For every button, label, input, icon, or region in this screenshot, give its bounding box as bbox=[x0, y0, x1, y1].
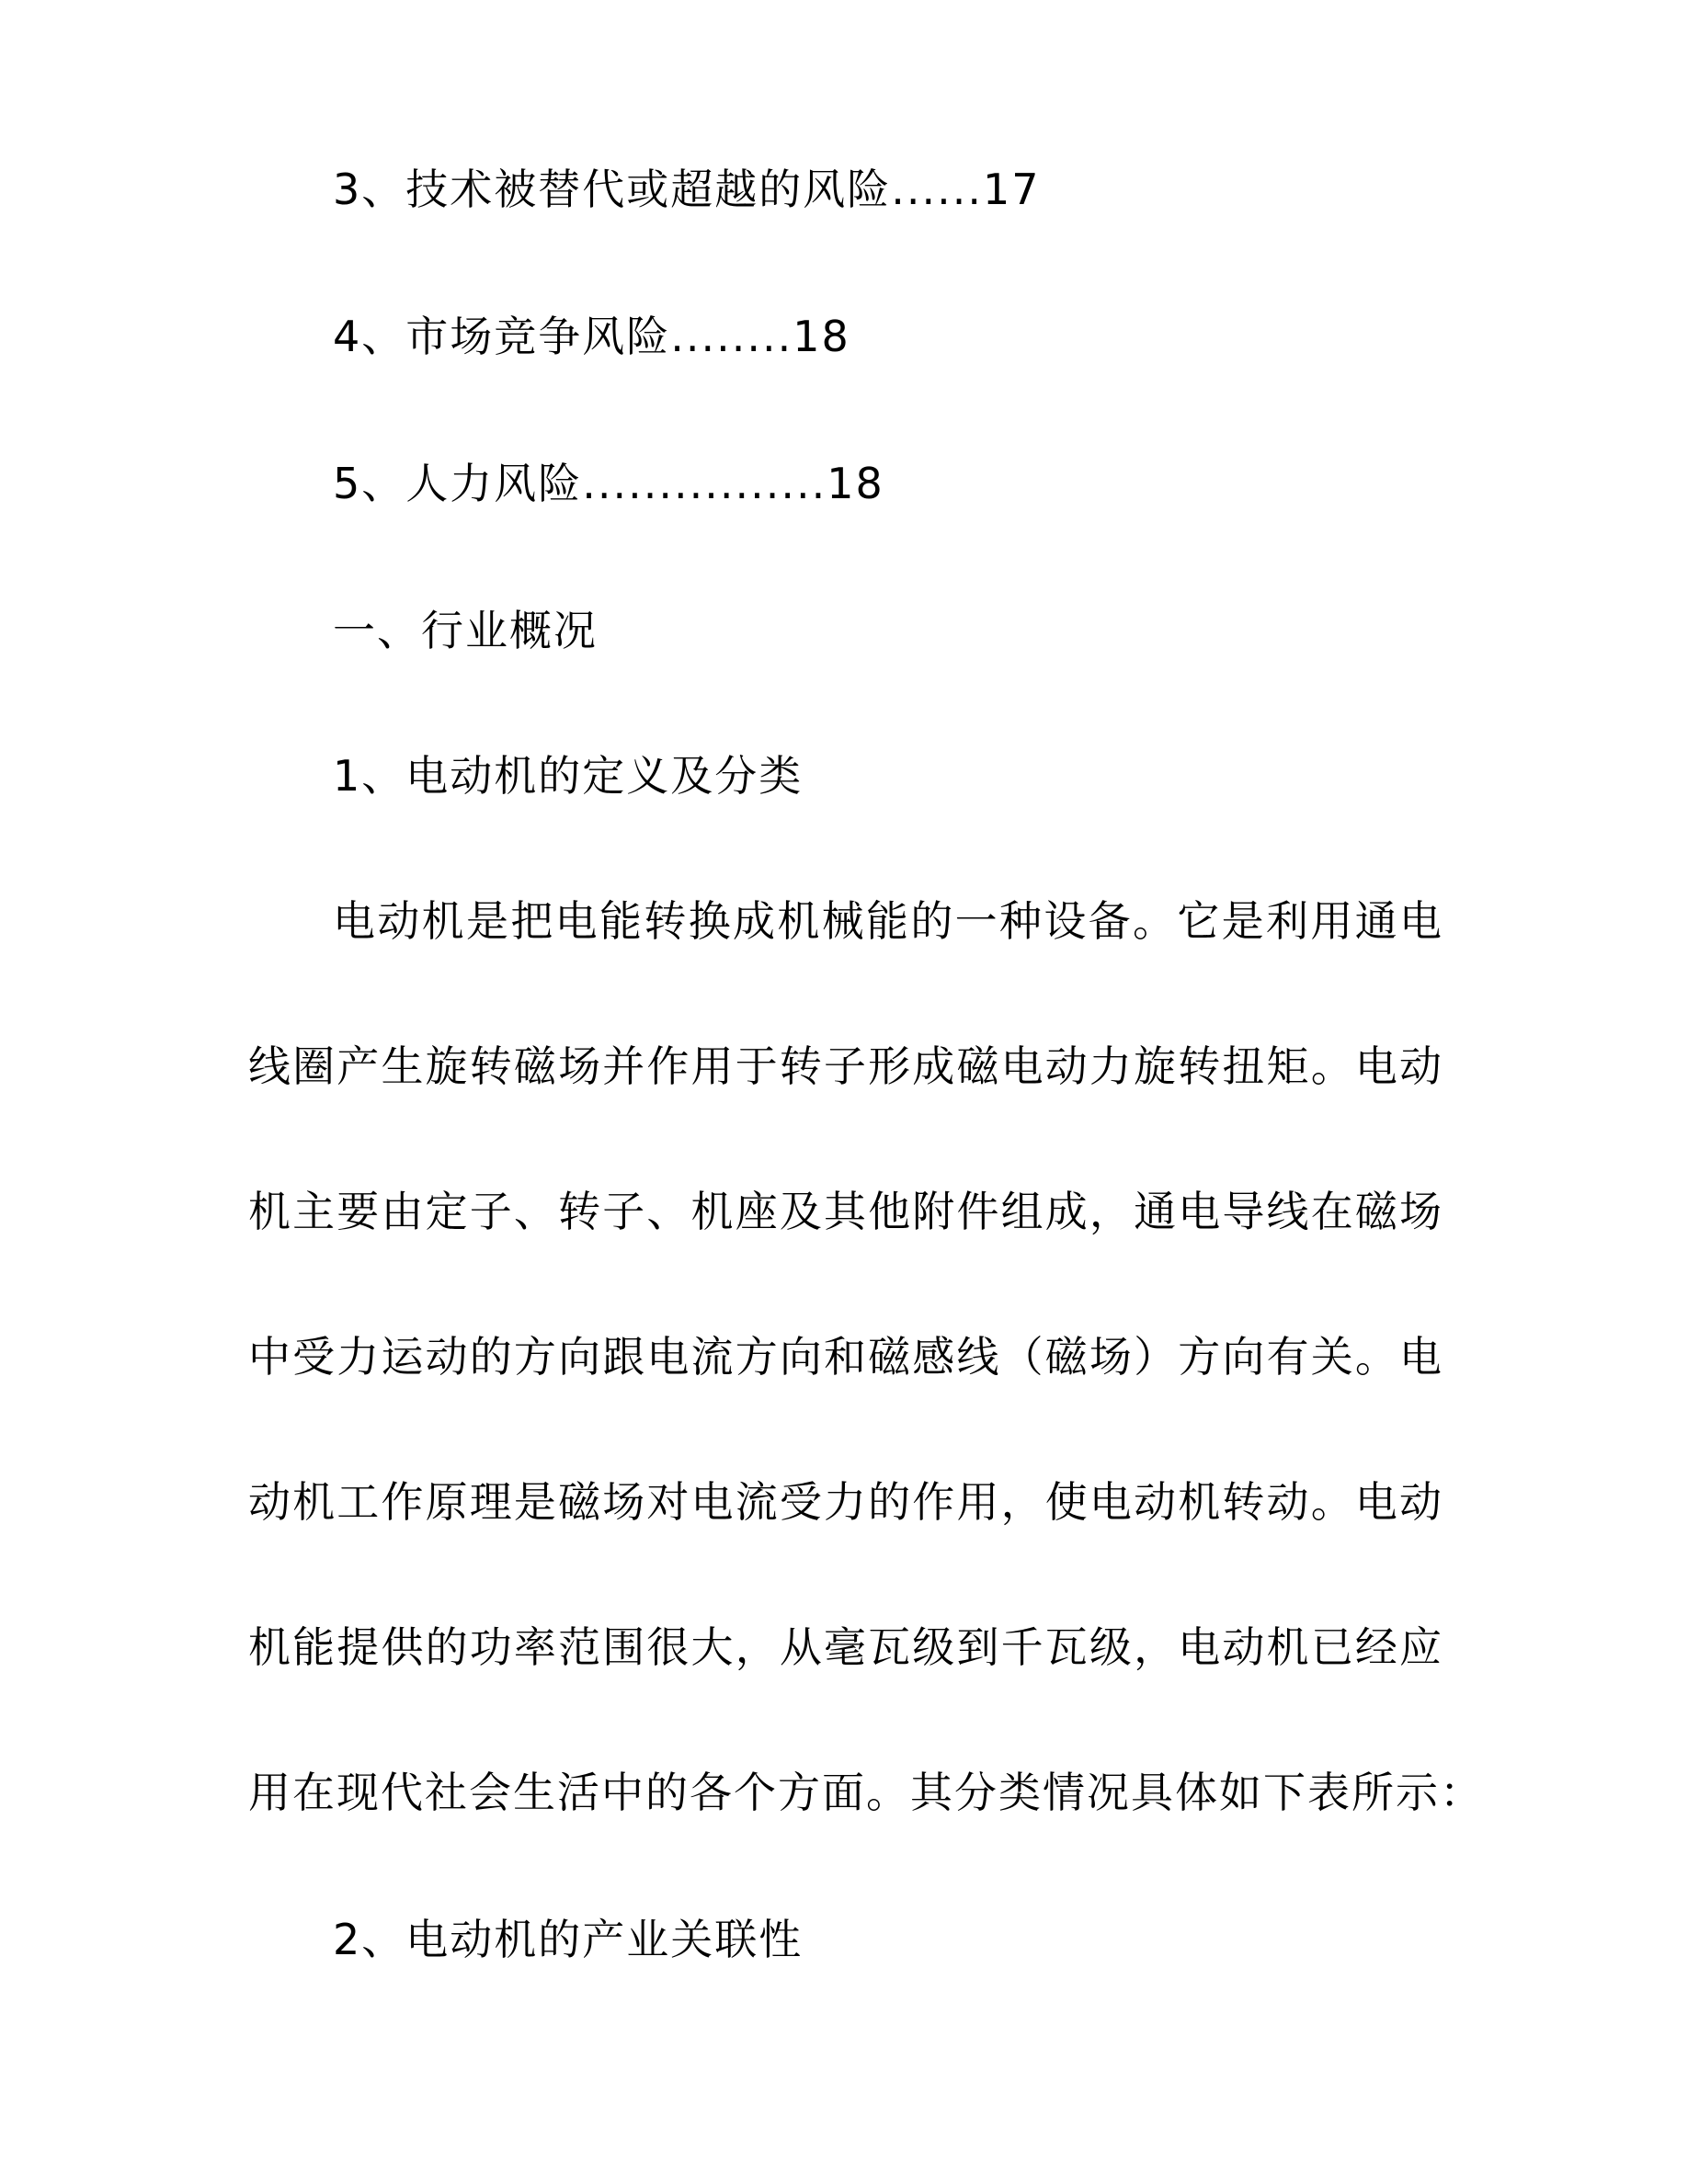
paragraph-line: 电动机是把电能转换成机械能的一种设备。它是利用通电 bbox=[333, 896, 1443, 946]
subsection-heading-industry-linkage: 2、电动机的产业关联性 bbox=[333, 1915, 804, 1964]
toc-entry-technology-risk: 3、技术被替代或超越的风险......17 bbox=[333, 165, 1041, 214]
paragraph-line: 中受力运动的方向跟电流方向和磁感线（磁场）方向有关。电 bbox=[248, 1332, 1443, 1382]
toc-entry-human-risk: 5、人力风险................18 bbox=[333, 459, 884, 508]
paragraph-line: 线圈产生旋转磁场并作用于转子形成磁电动力旋转扭矩。电动 bbox=[248, 1041, 1443, 1091]
paragraph-line: 机主要由定子、转子、机座及其他附件组成，通电导线在磁场 bbox=[248, 1187, 1443, 1236]
paragraph-line: 动机工作原理是磁场对电流受力的作用，使电动机转动。电动 bbox=[248, 1477, 1443, 1527]
toc-entry-market-risk: 4、市场竞争风险........18 bbox=[333, 312, 850, 361]
section-heading: 一、行业概况 bbox=[333, 606, 598, 655]
paragraph-line: 用在现代社会生活中的各个方面。其分类情况具体如下表所示： bbox=[248, 1768, 1484, 1817]
paragraph-line: 机能提供的功率范围很大，从毫瓦级到千瓦级，电动机已经应 bbox=[248, 1622, 1443, 1672]
subsection-heading-definition: 1、电动机的定义及分类 bbox=[333, 751, 804, 801]
